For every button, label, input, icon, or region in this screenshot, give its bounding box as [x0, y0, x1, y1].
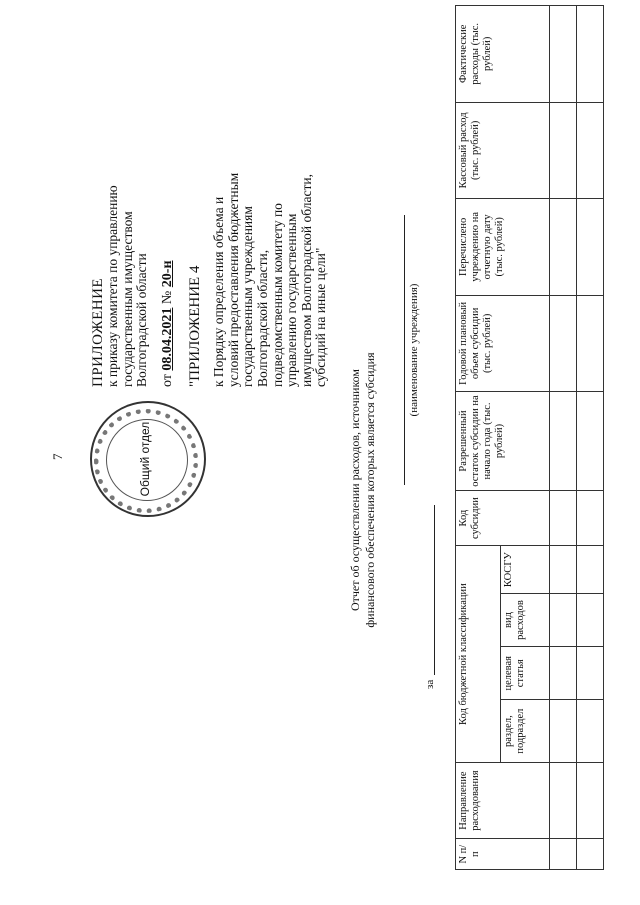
period-label: за: [424, 679, 436, 689]
table-cell: [550, 102, 577, 199]
appendix-4-line-5: подведомственным комитету по: [269, 203, 285, 387]
order-line-2: государственным имуществом: [119, 211, 135, 387]
table-cell: [577, 546, 604, 594]
table-cell: [577, 490, 604, 545]
table-cell: [550, 762, 577, 838]
sub-kind: вид расходов: [501, 593, 550, 646]
appendix-4-line-2: условий предоставления бюджетным: [225, 172, 241, 387]
sub-section: раздел, подраздел: [501, 700, 550, 762]
seal-center-text: Общий отдел: [138, 421, 152, 497]
number-label: №: [159, 290, 175, 305]
report-title: [348, 325, 378, 655]
institution-name-line: [404, 215, 405, 485]
table-cell: [577, 839, 604, 870]
report-table: [455, 5, 604, 870]
report-title-line-2: финансового обеспечения которых является субсидия: [363, 352, 377, 628]
table-cell: [550, 700, 577, 762]
table-cell: [550, 199, 577, 296]
table-cell: [550, 392, 577, 491]
report-title-line-1: Отчет об осуществлении расходов, источником: [348, 368, 362, 612]
col-num: N п/п: [456, 839, 550, 870]
institution-caption: (наименование учреждения): [408, 283, 420, 417]
table-cell: [577, 6, 604, 103]
col-annual-plan: Годовой плановый объем субсидии (тыс. рублей): [456, 295, 550, 392]
page-number: 7: [50, 453, 65, 460]
col-budget-code: Код бюджетной классификации: [456, 546, 501, 763]
col-cash: Кассовый расход (тыс. рублей): [456, 102, 550, 199]
order-date: 08.04.2021: [159, 307, 175, 371]
col-transferred: Перечислено учреждению на отчетную дату (тыс. рублей): [456, 199, 550, 296]
period-line: [434, 505, 435, 675]
sub-kosgu: КОСГУ: [501, 546, 550, 594]
official-seal: [90, 401, 206, 517]
col-direction: Направление расходования: [456, 762, 550, 838]
col-actual: Фактические расходы (тыс. рублей): [456, 6, 550, 103]
table-cell: [577, 102, 604, 199]
appendix-4-line-1: к Порядку определения объема и: [211, 196, 227, 387]
table-cell: [577, 647, 604, 700]
table-cell: [577, 392, 604, 491]
appendix-4-line-6: управлению государственным: [284, 213, 300, 387]
table-cell: [577, 700, 604, 762]
order-line-1: к приказу комитета по управлению: [105, 185, 121, 387]
col-allowed-remainder: Разрешенный остаток субсидии на начало года (тыс. рублей): [456, 392, 550, 491]
table-cell: [550, 546, 577, 594]
appendix-4-line-8: субсидий на иные цели": [313, 247, 329, 387]
table-cell: [550, 647, 577, 700]
table-cell: [577, 762, 604, 838]
appendix-4-line-7: имуществом Волгоградской области,: [298, 174, 314, 387]
appendix-4-line-3: государственным учреждениям: [240, 206, 256, 387]
table-cell: [577, 199, 604, 296]
table-cell: [550, 6, 577, 103]
table-cell: [550, 295, 577, 392]
table-header-row-1: [456, 6, 501, 870]
appendix-header: [90, 7, 329, 387]
appendix-4-body: [212, 7, 329, 387]
table-row: [550, 6, 577, 870]
col-subsidy-code: Код субсидии: [456, 490, 550, 545]
order-line-3: Волгоградской области: [134, 253, 150, 387]
appendix-4-title: "ПРИЛОЖЕНИЕ 4: [187, 265, 204, 387]
table-cell: [577, 295, 604, 392]
order-date-row: [160, 7, 175, 387]
appendix-4-line-4: Волгоградской области,: [254, 249, 270, 387]
order-number: 20-н: [159, 260, 175, 288]
table-cell: [577, 593, 604, 646]
table-cell: [550, 839, 577, 870]
table-cell: [550, 593, 577, 646]
from-label: от: [159, 374, 175, 387]
table-cell: [550, 490, 577, 545]
sub-target: целевая статья: [501, 647, 550, 700]
appendix-title: ПРИЛОЖЕНИЕ: [90, 277, 106, 387]
table-row: [577, 6, 604, 870]
